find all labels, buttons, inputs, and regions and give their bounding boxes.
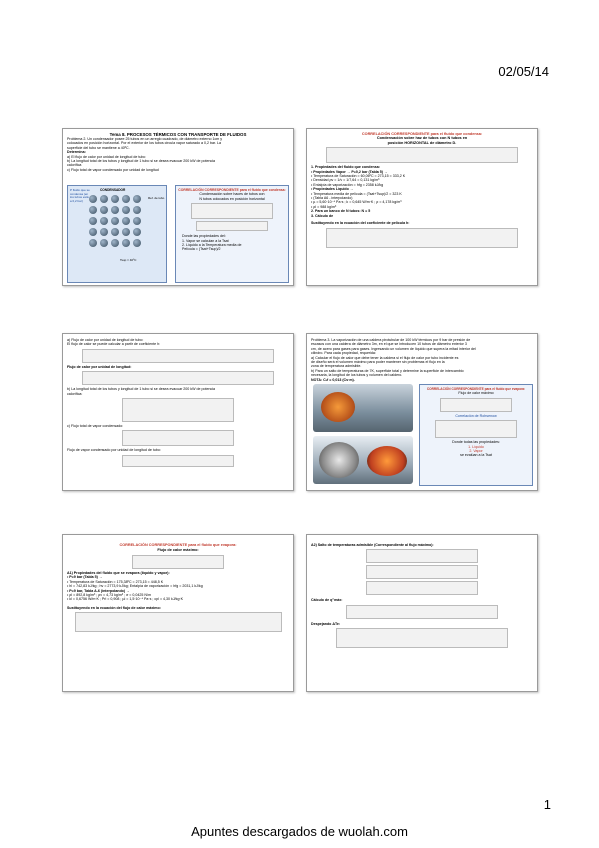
text-line: Problema 3. La vaporización de una caldera pirotubular de 100 kW térmicos por 9 bar de presión de bbox=[311, 338, 471, 342]
tube-circle bbox=[133, 195, 141, 203]
formula-image bbox=[366, 581, 478, 595]
formula-image bbox=[82, 349, 274, 363]
text-line: necesaria, la longitud de los tubos y volumen del caldero. bbox=[311, 373, 403, 378]
note-line: 2. Líquido a la Temperatura media de bbox=[182, 243, 242, 248]
correlation-text: Correlación de Rohsenow bbox=[455, 413, 497, 418]
text-line: • Temperatura de Saturación = 60,06ºC = 273,15 = 333,2 K bbox=[311, 174, 406, 179]
formula-image bbox=[326, 147, 518, 163]
text-line: a) Calcular el flujo de calor que debe tener la caldera si el flujo de calor por tubo incidente es bbox=[311, 355, 459, 360]
slide-5-boiling-correlation bbox=[62, 534, 294, 692]
text-line: • hl = 742,83 kJ/kg ; hv = 2773,9 kJ/kg; Entalpía de vaporización = hfg = 2031,1 kJ/kg bbox=[67, 584, 203, 589]
formula-image bbox=[326, 228, 518, 248]
wall-temperature-label: Tsup = 40ºC bbox=[120, 258, 137, 262]
text-line: superficie del tubo se mantiene a 40ºC. bbox=[67, 145, 130, 150]
text-line: • P=9 bar, Tabla A-6 (interpolando) → bbox=[67, 588, 130, 593]
text-line: calorífica: bbox=[67, 391, 83, 396]
text-line: • Temperatura de Saturación = 175,38ºC = 273,15 = 448,5 K bbox=[67, 579, 164, 584]
text-line: • Propiedades Vapor → P=0,2 bar (Tabla 5) → bbox=[311, 169, 388, 174]
text-line: cilindro. Para cada propiedad, requerida: bbox=[311, 351, 376, 356]
text-line: • P=9 bar (Tabla 5) → bbox=[67, 575, 103, 580]
tube-circle bbox=[133, 217, 141, 225]
tube-circle bbox=[100, 217, 108, 225]
page-date: 02/05/14 bbox=[498, 64, 549, 79]
formula-image bbox=[122, 398, 234, 422]
note-line: Donde las propiedades del: bbox=[182, 234, 226, 239]
correlation-text: Donde todas las propiedades: bbox=[452, 440, 500, 445]
formula-image bbox=[346, 605, 498, 619]
text-line: A1) Propiedades del fluido que se evapora (líquido y vapor): bbox=[67, 571, 170, 575]
slide-3-solution-ab bbox=[62, 333, 294, 491]
text-line: • µ = 5,60·10⁻⁴ Pa·s ; k = 0,645 W/m·K ; ρ = 4,178 kg/m³ bbox=[311, 200, 402, 205]
tube-circle bbox=[89, 239, 97, 247]
correlation-text: 1. Líquido bbox=[468, 444, 484, 449]
text-line: NOTA: Cₛf = 0,013 (Cs·m). bbox=[311, 377, 355, 382]
tube-circle bbox=[122, 228, 130, 236]
text-line: El flujo de calor se puede calcular a partir de coeficiente h: bbox=[67, 342, 161, 347]
tube-circle bbox=[133, 239, 141, 247]
formula-image bbox=[366, 565, 478, 579]
text-line: Problema 2. Un condensador posee 25 tubos en un arreglo cuadrado, de diámetro externo 1cm y bbox=[67, 137, 223, 141]
note-line: 1. Vapor se calculan a la Tsat bbox=[182, 238, 229, 243]
text-line: a) El flujo de calor por unidad de longitud de tubo bbox=[67, 154, 146, 159]
text-line: cm, de acero para gases para gases. Ingresando un volumen de líquido que supera la mitad interior del bbox=[311, 346, 476, 351]
text-line: b) Para un salto de temperaturas de 7K, superficie total y determine la superficie de intercambio bbox=[311, 368, 464, 373]
text-line: c) Flujo total de vapor condensado: bbox=[67, 424, 124, 429]
furnace-illustration bbox=[367, 446, 407, 476]
formula-image bbox=[366, 549, 478, 563]
correlation-box bbox=[175, 185, 289, 283]
text-line: zona de temperatura admisible. bbox=[311, 364, 362, 369]
tube-circle bbox=[100, 228, 108, 236]
slide-2-title: CORRELACIÓN CORRESPONDIENTE para el fluido que condensa: bbox=[361, 132, 483, 136]
formula-image bbox=[336, 628, 508, 648]
text-line: Sustituyendo en la ecuación del flujo de calor máximo: bbox=[67, 605, 161, 610]
formula-image bbox=[435, 420, 517, 438]
text-line: Despejando ΔTe: bbox=[311, 621, 341, 626]
tube-circle bbox=[89, 206, 97, 214]
text-line: escasos con una caldera de diámetro 3m, en el que se introducen 10 tubos de diámetro exterior 3 bbox=[311, 342, 467, 347]
text-line: • Entalpía de vaporización = hfg = 2358 kJ/kg bbox=[311, 182, 384, 187]
text-line: • Densidad ρv = 1/v = 1/7,64 = 0,131 kg/m³ bbox=[311, 178, 380, 183]
slide-2-condensation-correlation bbox=[306, 128, 538, 286]
correlation-box bbox=[419, 384, 533, 486]
text-line: Flujo de calor por unidad de longitud: bbox=[67, 364, 132, 369]
tube-circle bbox=[100, 239, 108, 247]
text-line: • Propiedades Líquido → bbox=[311, 187, 354, 192]
tube-circle bbox=[100, 195, 108, 203]
text-line: Sustituyendo en la ecuación del coeficiente de película h: bbox=[311, 221, 410, 226]
text-line: colocados en posición horizontal. Por el exterior de los tubos circula vapor saturado a 0,2 bar. La bbox=[67, 141, 222, 146]
tube-circle bbox=[111, 206, 119, 214]
formula-image bbox=[82, 371, 274, 385]
formula-image bbox=[122, 430, 234, 446]
boiler-front-illustration bbox=[319, 442, 359, 478]
text-line: 3. Cálculo de bbox=[311, 213, 334, 218]
text-line: • Temperatura media de película = (Tsat+Tsup)/2 = 323 K bbox=[311, 191, 402, 196]
tube-circle bbox=[89, 195, 97, 203]
note-line: Película = (Tsat+Tsup)/2 bbox=[182, 247, 221, 252]
slide-1-problem-statement bbox=[62, 128, 294, 286]
formula-image bbox=[122, 455, 234, 467]
formula-image bbox=[132, 555, 224, 569]
text-line: • (Tabla A6 - interpolando) bbox=[311, 196, 353, 201]
tube-circle bbox=[89, 217, 97, 225]
correlation-text: se evalúan a la Tsat bbox=[460, 453, 492, 458]
text-line: b) La longitud total de los tubos y longitud de 1 tubo si se desea evacuar 200 kW de potencia bbox=[67, 387, 216, 392]
text-line: • kl = 0,6756 W/m·K ; Prl = 0,908 ; µl = 1,5·10⁻⁴ Pa·s ; cpl = 4,30 kJ/kg·K bbox=[67, 597, 184, 602]
side-label: P fluido que se condensa (en los tubos está a 0,2 bar) bbox=[70, 188, 90, 203]
slide-5-title: Flujo de calor máximo: bbox=[157, 548, 199, 552]
tube-bundle bbox=[89, 195, 147, 253]
formula-image bbox=[191, 203, 273, 219]
text-line: Cálculo de q''máx: bbox=[311, 598, 343, 603]
tube-circle bbox=[111, 228, 119, 236]
correlation-title: CORRELACIÓN CORRESPONDIENTE para el fluido que evapora: bbox=[426, 387, 526, 391]
text-line: • ρl = 988 kg/m³ bbox=[311, 204, 337, 209]
correlation-text: Flujo de calor máximo bbox=[458, 391, 494, 396]
download-credit: Apuntes descargados de wuolah.com bbox=[191, 824, 408, 839]
text-line: de diseño será el volumen máximo para poder mantener sin problemas el flujo en la bbox=[311, 360, 445, 365]
inner-label: Ref. de tubo bbox=[148, 196, 165, 200]
tube-circle bbox=[122, 239, 130, 247]
text-line: b) La longitud total de los tubos y longitud de 1 tubo si se desea evacuar 200 kW de potencia bbox=[67, 159, 216, 164]
tube-circle bbox=[111, 239, 119, 247]
tube-circle bbox=[89, 228, 97, 236]
slide-6-temperature-jump bbox=[306, 534, 538, 692]
slide-4-boiler-problem bbox=[306, 333, 538, 491]
slide-2-title: posición HORIZONTAL de diámetro D. bbox=[387, 140, 457, 145]
tube-circle bbox=[122, 206, 130, 214]
text-line: c) Flujo total de vapor condensado por unidad de longitud bbox=[67, 167, 159, 172]
slide-5-title: CORRELACIÓN CORRESPONDIENTE para el fluido que evapora: bbox=[119, 543, 237, 547]
correlation-text: 2. Vapor bbox=[469, 449, 483, 454]
correlation-title: CORRELACIÓN CORRESPONDIENTE para el fluido que condensa: bbox=[178, 188, 286, 192]
condenser-label: CONDENSADOR bbox=[100, 188, 126, 192]
text-line: calorífica bbox=[67, 163, 82, 168]
slide-2-title: Condensación sobre haz de tubos con N tubos en bbox=[376, 136, 468, 141]
tube-circle bbox=[133, 228, 141, 236]
tube-circle bbox=[122, 217, 130, 225]
flame-tube-illustration bbox=[321, 392, 355, 422]
text-line: • ρl = 892,8 kg/m³ ; ρv = 4,73 kg/m³ ; σ = 0,0425 N/m bbox=[67, 593, 151, 598]
formula-image bbox=[440, 398, 512, 412]
text-line: Determina: bbox=[67, 150, 86, 155]
tube-circle bbox=[111, 195, 119, 203]
correlation-text: N tubos colocados en posición horizontal bbox=[199, 196, 265, 201]
slide-1-title: Tema 8. PROCESOS TÉRMICOS CON TRANSPORTE DE FLUIDOS bbox=[109, 132, 247, 137]
text-line: a) Flujo de calor por unidad de longitud de tubo: bbox=[67, 338, 144, 342]
formula-image bbox=[196, 221, 268, 231]
tube-circle bbox=[122, 195, 130, 203]
page-number: 1 bbox=[543, 797, 551, 812]
tube-circle bbox=[133, 206, 141, 214]
formula-image bbox=[75, 612, 282, 632]
text-line: A2) Salto de temperaturas admisible (Correspondiente al flujo máximo): bbox=[311, 543, 434, 547]
text-line: 1. Propiedades del fluido que condensa: bbox=[311, 165, 380, 170]
tube-circle bbox=[100, 206, 108, 214]
text-line: Flujo de vapor condensado por unidad de longitud de tubo: bbox=[67, 448, 161, 453]
text-line: 2. Para un banco de N tubos: N = 5 bbox=[311, 209, 371, 214]
correlation-text: Condensación sobre haces de tubos con bbox=[199, 192, 265, 197]
tube-circle bbox=[111, 217, 119, 225]
